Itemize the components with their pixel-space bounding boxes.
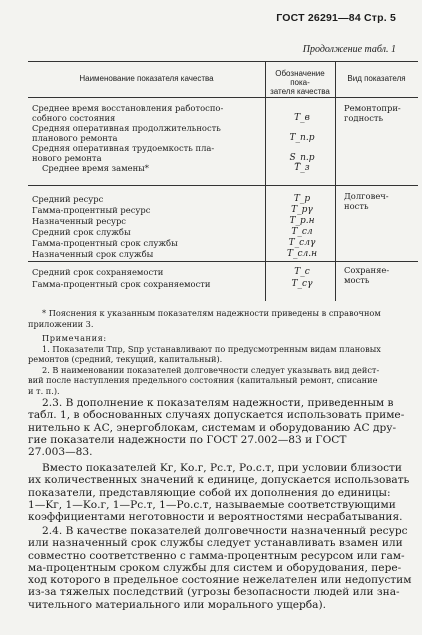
indicator-type-repairability: Ремонтопри- годность [344, 103, 401, 123]
table-row-name: Средний срок сохраняемости [32, 267, 164, 277]
note-line: и т. п.). [28, 385, 60, 396]
table-row-name: планового ремонта [32, 133, 118, 143]
paragraph-2-4 [28, 525, 416, 611]
paragraph-line: нительно к АС, энергоблокам, системам и оборудованию АС дру- [28, 421, 397, 434]
indicator-type-storability: Сохраняе- мость [344, 265, 390, 285]
table-top-rule [28, 61, 418, 62]
table-row-name: Среднее время восстановления работоспо- [32, 103, 224, 113]
table-column-divider [265, 61, 266, 301]
paragraph-line: чительного материального или морального ущерба). [28, 598, 326, 611]
column-header-name: Наименование показателя качества [79, 74, 214, 83]
table-row-name: Гамма-процентный ресурс [32, 205, 151, 215]
table-group-rule [28, 261, 418, 262]
table-group-rule [28, 185, 418, 186]
indicator-symbol: T_слγ [288, 238, 316, 248]
paragraph-line: ход которого в предельное состояние нежелателен или недопустим [28, 574, 412, 587]
indicator-symbol: T_р.н [289, 216, 315, 226]
table-row-name: Средняя оперативная трудоемкость пла- [32, 143, 215, 153]
note-line: 1. Показатели Tпр, Sпр устанавливают по предусмотренным видам плановых [42, 343, 381, 354]
table-header-rule [28, 97, 418, 98]
paragraph-2-3 [28, 397, 416, 458]
paragraph-line: коэффициентами неготовности и вероятностями несрабатывания. [28, 511, 403, 524]
paragraph-line: 1—Kг, 1—Kо.г, 1—Pс.т, 1—Pо.с.т, называемые соответствующими [28, 498, 396, 511]
paragraph-line: из-за тяжелых последствий (угрозы безопасности людей или зна- [28, 586, 400, 599]
paragraph-line: гие показатели надежности по ГОСТ 27.002—83 и ГОСТ [28, 433, 347, 446]
indicator-type-durability: Долговеч- ность [344, 191, 389, 211]
table-column-divider [335, 61, 336, 301]
note-line: вий после наступления предельного состояния (капитальный ремонт, списание [28, 375, 378, 385]
paragraph-line: их количественных значений к единице, допускается использовать [28, 474, 410, 487]
note-line: ремонтов (средний, текущий, капитальный). [28, 354, 223, 364]
paragraph-line: Вместо показателей Kг, Kо.г, Pс.т, Pо.с.т, при условии близости [42, 462, 402, 474]
column-header-type: Вид показателя [347, 74, 406, 83]
indicator-symbol: T_сл [291, 227, 313, 237]
footnote [28, 308, 416, 329]
paragraph-line: совместно соответственно с гамма-процентным ресурсом или гам- [28, 549, 405, 562]
notes-block [28, 333, 416, 396]
table-row-name: Гамма-процентный срок сохраняемости [32, 279, 211, 289]
indicator-symbol: T_сγ [291, 279, 313, 289]
indicator-symbol: T_сл.н [286, 249, 318, 259]
paragraph-line: 2.4. В качестве показателей долговечности назначенный ресурс [42, 525, 408, 537]
paragraph-line: 27.003—83. [28, 446, 93, 459]
paragraph-complement [28, 462, 416, 523]
notes-title: Примечания: [42, 333, 107, 343]
table-row-name: Назначенный ресурс [32, 216, 126, 226]
paragraph-line: ма-процентным сроком службы для систем и оборудования, пере- [28, 561, 402, 574]
indicator-symbol: T_р [293, 194, 311, 204]
footnote-line: приложении 3. [28, 318, 94, 329]
table-row-name: нового ремонта [32, 153, 102, 163]
table-row-name: Средний ресурс [32, 194, 104, 204]
table-row-name: Средняя оперативная продолжительность [32, 123, 221, 133]
paragraph-line: 2.3. В дополнение к показателям надежности, приведенным в [42, 397, 394, 409]
quality-indicators-table [28, 61, 418, 301]
indicator-symbol: T_п.р [289, 133, 315, 143]
table-row-name: Среднее время замены* [42, 163, 149, 173]
indicator-symbol: T_в [294, 113, 310, 123]
footnote-line: * Пояснения к указанным показателям надежности приведены в справочном [42, 308, 381, 318]
paragraph-line: показатели, представляющие собой их дополнения до единицы: [28, 486, 391, 499]
page-header: ГОСТ 26291—84 Стр. 5 [276, 12, 396, 24]
paragraph-line: табл. 1, в обоснованных случаях допускается использовать приме- [28, 409, 405, 422]
indicator-symbol: S_п.р [289, 153, 315, 163]
table-row-name: Средний срок службы [32, 227, 131, 237]
paragraph-line: или назначенный срок службы следует устанавливать взамен или [28, 537, 403, 550]
indicator-symbol: T_с [294, 267, 310, 277]
note-line: 2. В наименовании показателей долговечности следует указывать вид дейст- [42, 364, 380, 375]
column-header-symbol: Обозначение пока- зателя качества [270, 69, 330, 96]
indicator-symbol: T_рγ [291, 205, 313, 215]
table-row-name: собного состояния [32, 113, 116, 123]
indicator-symbol: T_з [294, 163, 310, 173]
table-continuation-label: Продолжение табл. 1 [302, 44, 396, 55]
table-row-name: Гамма-процентный срок службы [32, 238, 178, 248]
table-row-name: Назначенный срок службы [32, 249, 154, 259]
